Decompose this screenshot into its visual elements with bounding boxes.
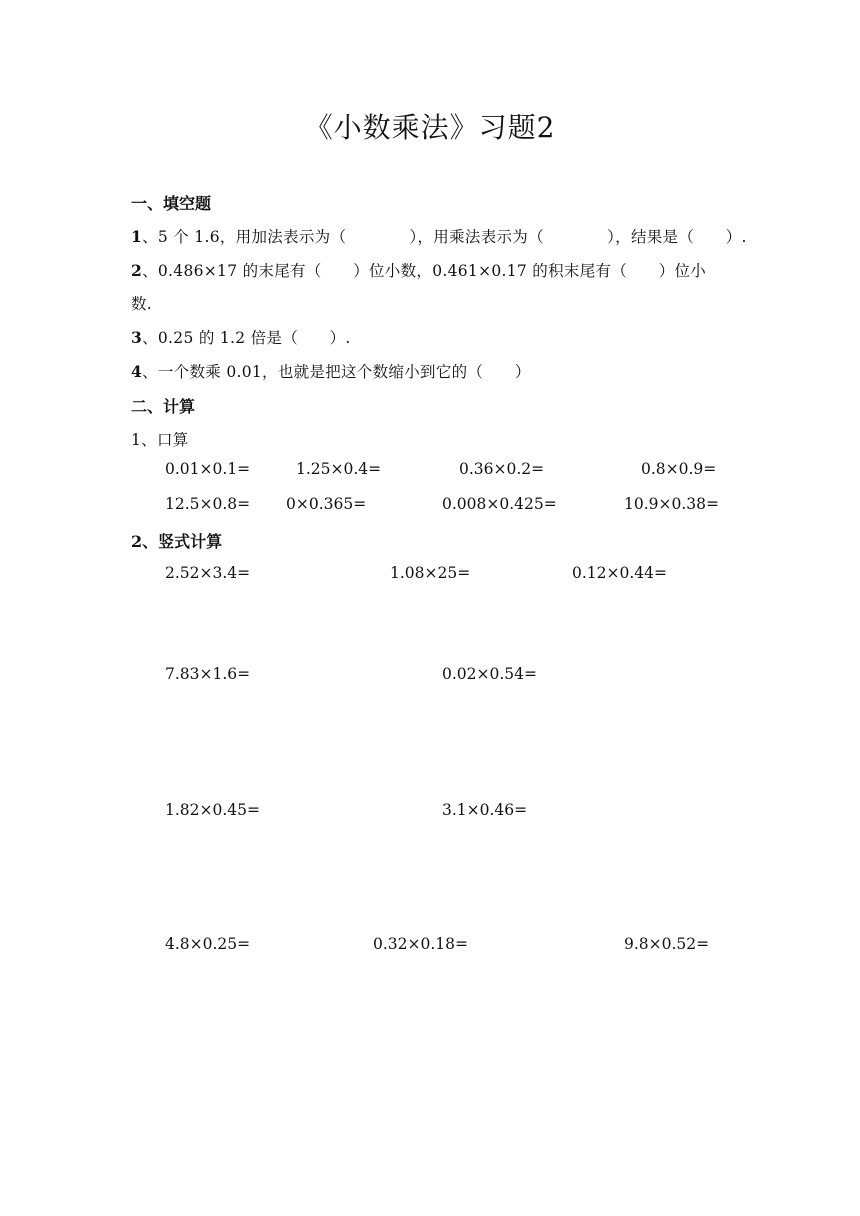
vertical-expression: 2.52×3.4=: [165, 564, 251, 582]
question-number: 1: [131, 227, 143, 246]
oral-expression: 0.36×0.2=: [459, 460, 545, 478]
oral-expression: 0.01×0.1=: [165, 460, 251, 478]
question-4: [131, 360, 531, 382]
section-calculation-heading: 二、计算: [131, 397, 196, 416]
vertical-expression: 1.08×25=: [390, 564, 471, 582]
question-text: 、一个数乘 0.01，也就是把这个数缩小到它的（ ）: [142, 363, 531, 381]
question-3: [131, 326, 351, 348]
question-number: 4: [131, 362, 143, 381]
oral-expression: 0×0.365=: [286, 495, 367, 513]
vertical-expression: 0.02×0.54=: [442, 665, 537, 683]
question-2-continuation: 数.: [131, 295, 153, 313]
oral-expression: 0.008×0.425=: [442, 495, 557, 513]
vertical-expression: 1.82×0.45=: [165, 801, 260, 819]
vertical-expression: 3.1×0.46=: [442, 801, 528, 819]
vertical-expression: 9.8×0.52=: [624, 935, 710, 953]
oral-calculation-label: 1、口算: [131, 431, 189, 449]
question-text: 、5 个 1.6，用加法表示为（ ），用乘法表示为（ ），结果是（ ）.: [142, 228, 747, 246]
vertical-calculation-label: 2、竖式计算: [131, 532, 223, 551]
question-number: 2: [131, 261, 143, 280]
question-1: [131, 225, 747, 247]
question-number: 3: [131, 328, 143, 347]
vertical-expression: 0.32×0.18=: [373, 935, 468, 953]
vertical-expression: 7.83×1.6=: [165, 665, 251, 683]
oral-expression: 0.8×0.9=: [641, 460, 717, 478]
question-2: [131, 259, 706, 281]
question-text: 、0.25 的 1.2 倍是（ ）.: [142, 329, 351, 347]
oral-expression: 1.25×0.4=: [296, 460, 382, 478]
oral-expression: 12.5×0.8=: [165, 495, 251, 513]
vertical-expression: 4.8×0.25=: [165, 935, 251, 953]
question-text: 、0.486×17 的末尾有（ ）位小数，0.461×0.17 的积末尾有（ ）位小: [142, 262, 707, 280]
section-fill-blank-heading: 一、填空题: [131, 194, 212, 213]
page-title: 《小数乘法》习题2: [304, 111, 556, 144]
oral-expression: 10.9×0.38=: [624, 495, 719, 513]
vertical-expression: 0.12×0.44=: [572, 564, 667, 582]
